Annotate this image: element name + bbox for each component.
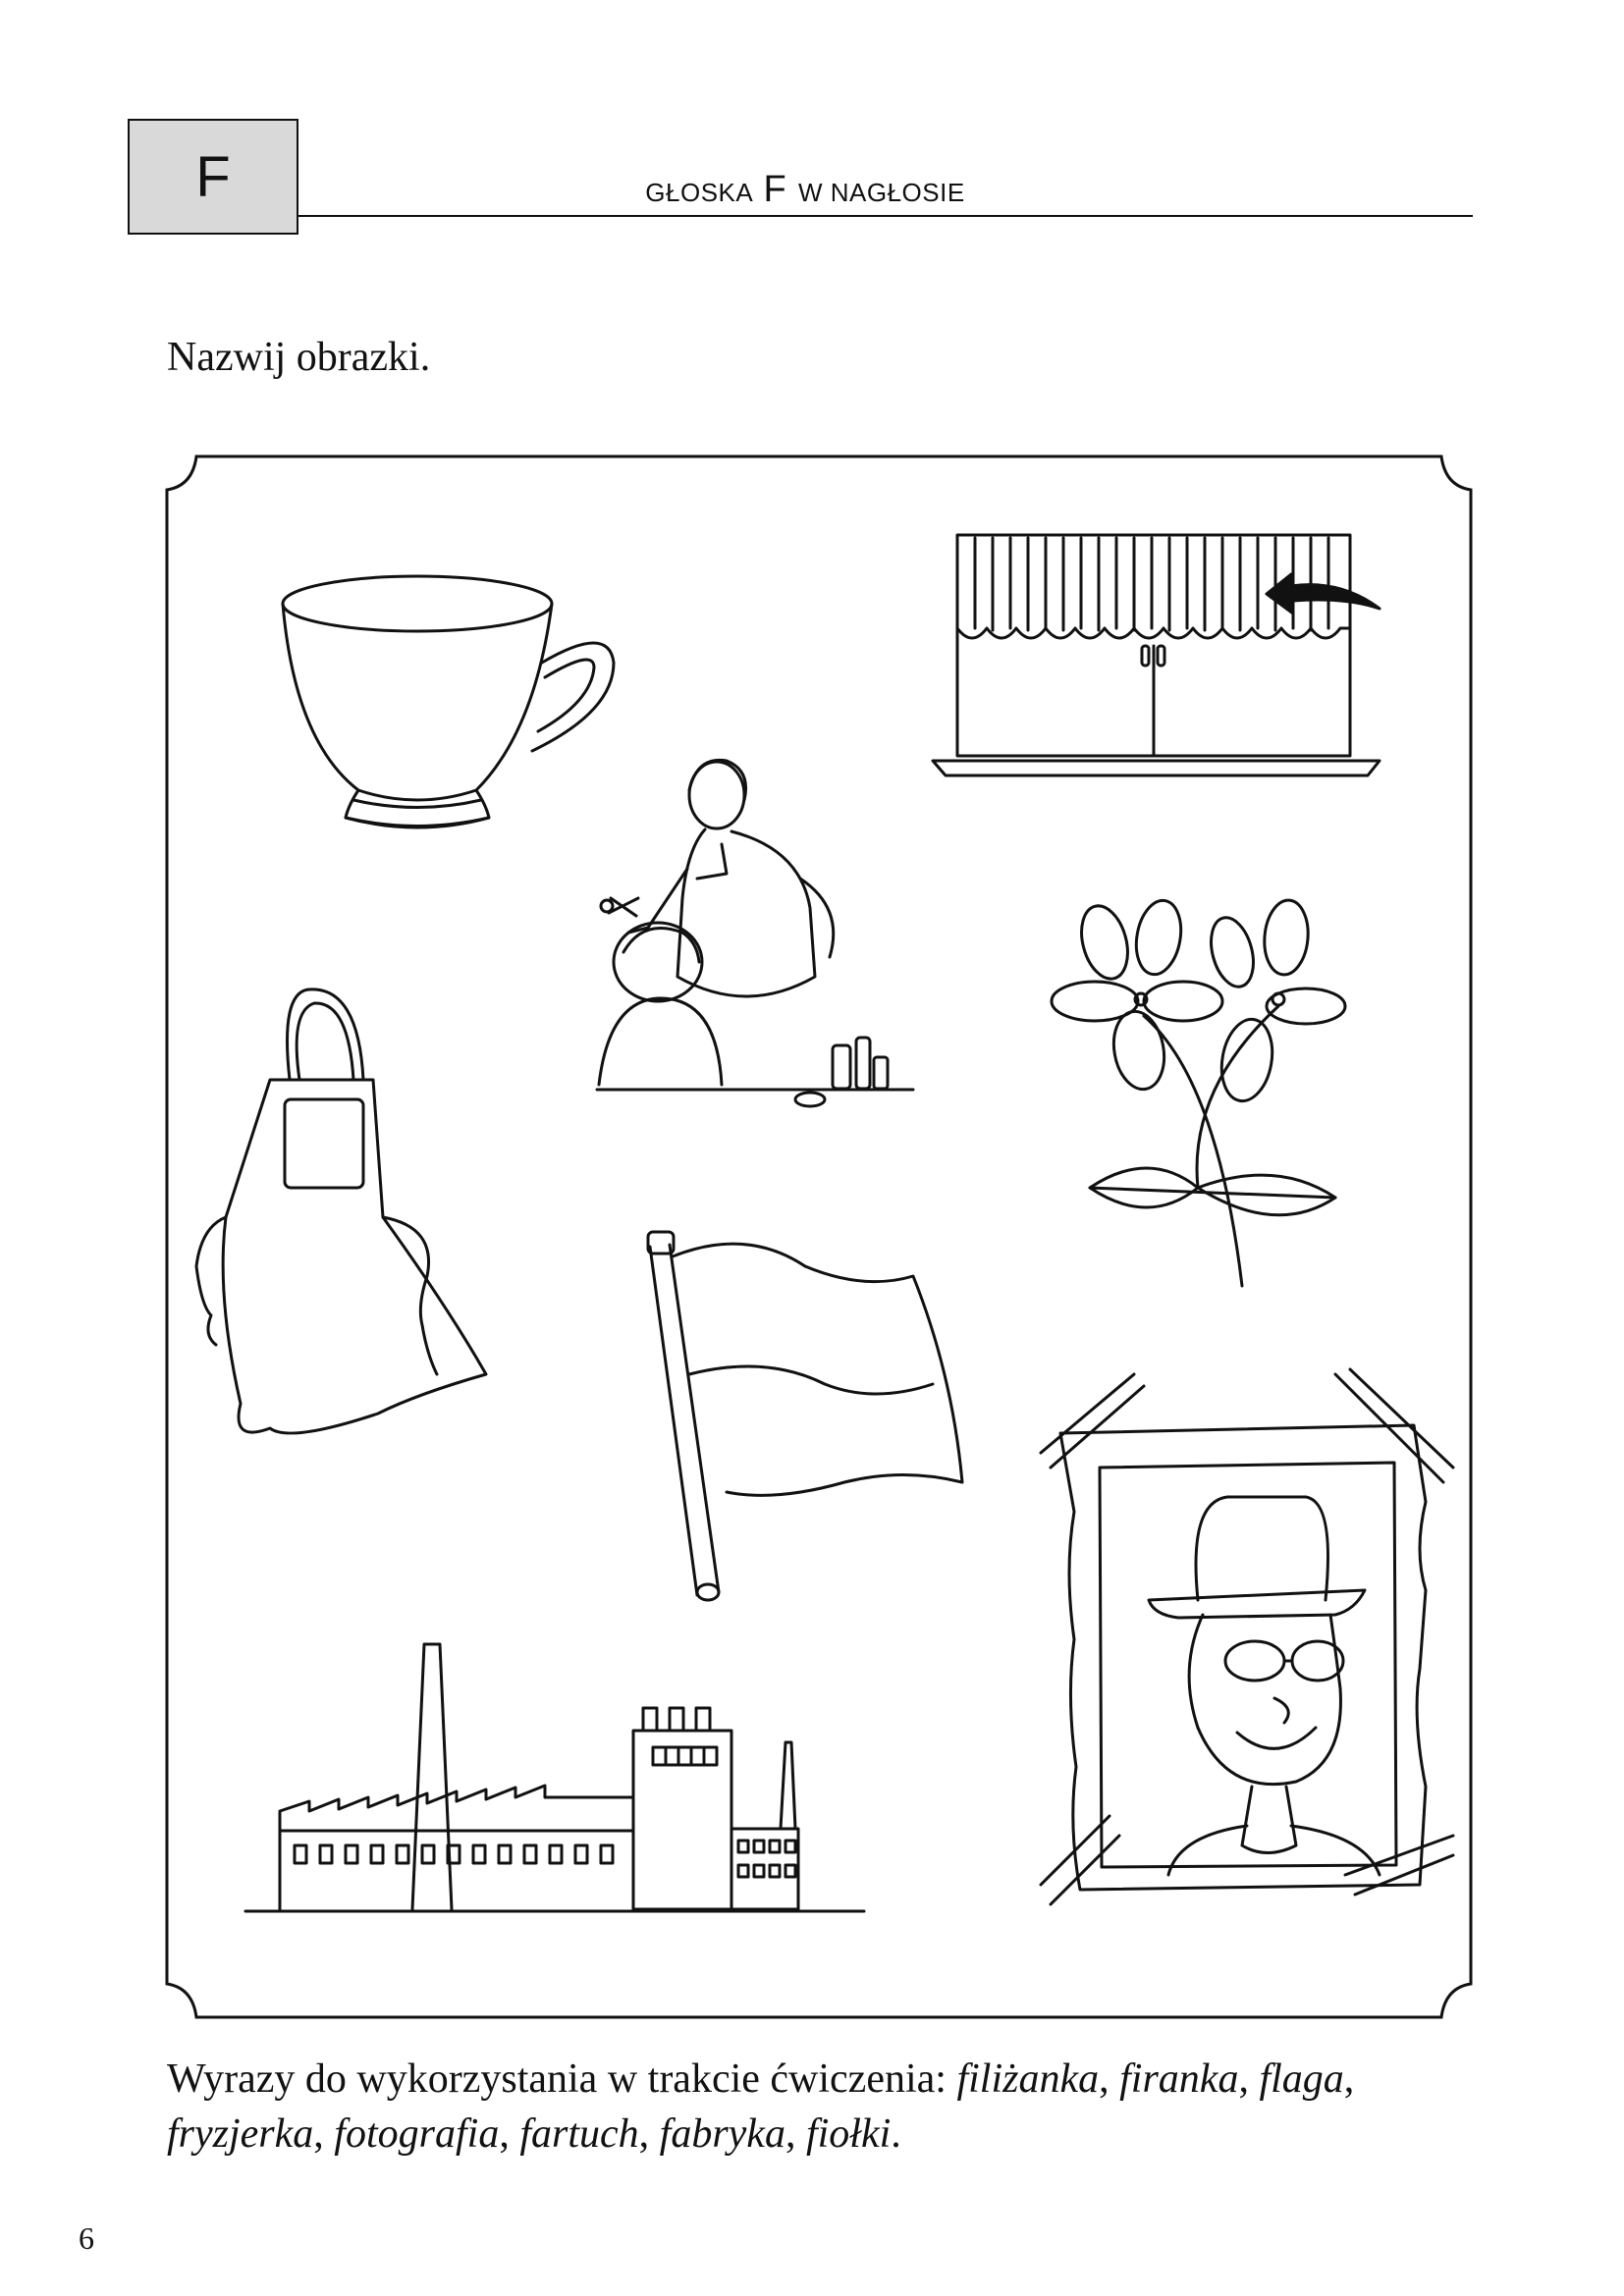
title-suffix: W NAGŁOSIE [797,178,965,207]
word-item: fryzjerka [167,2111,314,2157]
word-list-intro: Wyrazy do wykorzystania w trakcie ćwiczenia: [167,2056,947,2102]
section-letter-box [128,119,298,235]
word-item: fiołki [805,2111,892,2157]
cup-icon [275,564,628,859]
word-item: fartuch [519,2111,639,2157]
curtain-icon [928,530,1399,780]
page-number: 6 [79,2220,94,2256]
word-item: filiżanka [956,2056,1100,2102]
hairdresser-icon [589,751,923,1124]
section-letter: F [195,144,231,209]
portrait-icon [1041,1374,1453,1924]
word-item: fotografia [334,2111,500,2157]
factory-icon [245,1625,874,1919]
word-item: fabryka [659,2111,785,2157]
violets-icon [1051,903,1345,1296]
page-title [619,169,992,211]
word-list-paragraph: Wyrazy do wykorzystania w trakcie ćwiczenia: filiżanka, firanka, flaga, fryzjerka, fotografia, fartuch, fabryka, fiołki. [167,2056,1355,2157]
title-letter: F [763,169,787,210]
instruction: Nazwij obrazki. [167,335,431,380]
word-item: firanka [1119,2056,1239,2102]
apron-icon [191,982,486,1443]
word-item: flaga [1259,2056,1344,2102]
title-prefix: GŁOSKA [645,178,752,207]
flag-icon [628,1217,982,1610]
header-rule [298,215,1473,217]
